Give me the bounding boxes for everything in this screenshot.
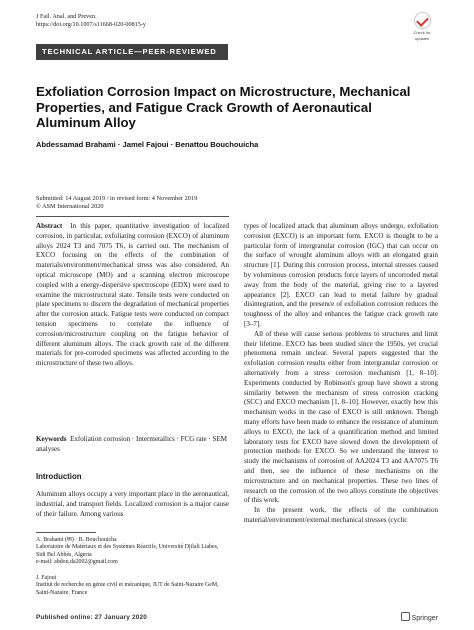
keywords-label: Keywords (36, 435, 67, 443)
springer-label: Springer (411, 615, 438, 622)
right-paragraph-3: In the present work, the effects of the combination material/environment/external mechanical stresses (cyclic (244, 506, 438, 524)
keywords-text: Exfoliation corrosion · Intermetallics · FCG rate · SEM analyses (36, 435, 228, 453)
abstract-block (36, 222, 229, 369)
check-for-updates-badge[interactable] (408, 12, 436, 41)
submission-dates (36, 195, 197, 211)
doi-link[interactable]: https://doi.org/10.1007/s11668-020-00815-y (36, 21, 146, 28)
author-list: Abdessamad Brahami · Jamel Fajoui · Benattou Bouchouicha (36, 140, 259, 149)
affiliation-b-institution: Institut de recherche en génie civil et mécanique, IUT de Saint-Nazaire GeM, Saint-Nazaire, France (36, 582, 219, 596)
right-paragraph-1: types of localized attack that aluminum alloys undergo, exfoliation corrosion (EXCO) is an important form. EXCO is thought to be a particular form of intergranular corrosion (IGC) that can occur on the surface of wrought aluminum alloys with an elongated grain structure [1]. During this corrosion process, internal stresses caused by voluminous corrosion products force layers of uncorroded metal away from the body of the material, giving rise to a layered appearance [2]. EXCO can lead to metal failure by gradual disintegration, and the presence of exfoliation corrosion reduces the toughness of the alloy and enhances the fatigue crack growth rate [3–7]. (244, 222, 438, 328)
right-paragraph-2: All of these will cause serious problems to structures and limit their lifetime. EXCO has been studied since the 1950s, yet crucial phenomena remain unclear. Several papers suggested that the exfoliation corrosion results either from intergranular corrosion or alternatively from a stress corrosion mechanism [1, 8–10]. Experiments conducted by Robinson's group have shown a strong similarity between the mechanism of stress corrosion cracking (SCC) and EXCO mechanism [1, 8–10]. However, exactly how this mechanism works in the case of EXCO is still unknown. Though many efforts have been made to enhance the resistance of aluminum alloys to EXCO, the lack of a quantification method and limited laboratory tests for EXCO have slowed down the development of protection methods for EXCO. So we understand the interest to study the mechanisms of corrosion of AA2024 T3 and AA7075 T6 and then, see the influence of these mechanisms on the microstructure and on mechanical properties. These two lines of research on the corrosion of the two alloys constitute the objectives of this work. (244, 329, 438, 505)
copyright-line: © ASM International 2020 (36, 203, 104, 211)
badge-label-1: Check for (413, 30, 431, 35)
affiliation-a-authors: A. Brahami (✉) · B. Bouchouicha (36, 537, 117, 543)
checkmark-icon (414, 12, 431, 29)
affiliation-b (36, 575, 229, 597)
journal-name: J Fail. Anal. and Preven. (36, 13, 97, 20)
footnote-divider (36, 532, 96, 533)
springer-logo (401, 612, 438, 622)
article-type-banner: TECHNICAL ARTICLE—PEER-REVIEWED (36, 44, 228, 60)
affiliation-b-author: J. Fajoui (36, 575, 57, 581)
intro-heading: Introduction (36, 472, 82, 481)
article-title: Exfoliation Corrosion Impact on Microstructure, Mechanical Properties, and Fatigue Crack Growth of Aeronautical Aluminum Alloy (36, 84, 411, 131)
right-column (244, 222, 438, 526)
affiliation-a-institution: Laboratoire de Matériaux et des Systèmes Réactifs, Université Djilali Liabes, Sidi Bel Abbès, Algeria (36, 544, 219, 558)
divider (36, 216, 229, 217)
affiliation-a (36, 537, 229, 567)
intro-text: Aluminum alloys occupy a very important place in the aeronautical, industrial, and transport fields. Localized corrosion is a major cause of their failure. Among various (36, 490, 229, 518)
journal-info (36, 13, 146, 29)
published-online: Published online: 27 January 2020 (36, 614, 148, 621)
affiliation-a-email[interactable]: e-mail: abdou.da2002@gmail.com (36, 559, 118, 566)
abstract-label: Abstract (36, 222, 63, 230)
badge-label-2: updates (414, 36, 430, 41)
submission-line: Submitted: 14 August 2019 / in revised form: 4 November 2019 (36, 195, 198, 202)
springer-horse-icon (401, 612, 410, 621)
keywords-block (36, 435, 229, 455)
abstract-text: In this paper, quantitative investigation of localized corrosion, in particular, exfoliating corrosion (EXCO) of aluminum alloys 2024 T3 and 7075 T6, is carried out. The mechanism of EXCO focusing on the effects of the combination of materials/environment/mechanical stress was also considered. An optical microscope (MO) and a scanning electron microscope coupled with a energy-dispersive spectroscope (EDX) were used to examine the microstructural state. Tensile tests were conducted on plate specimens to discern the degradation of mechanical properties after the corrosion attack. Fatigue tests were conducted on compact tension specimens to correlate the influence of corrosion/microstructure coupling on the fatigue behavior of different aluminum alloys. The crack growth rate of the different materials for pre-corroded specimens was affected according to the microstructure of these two alloys. (36, 222, 229, 368)
